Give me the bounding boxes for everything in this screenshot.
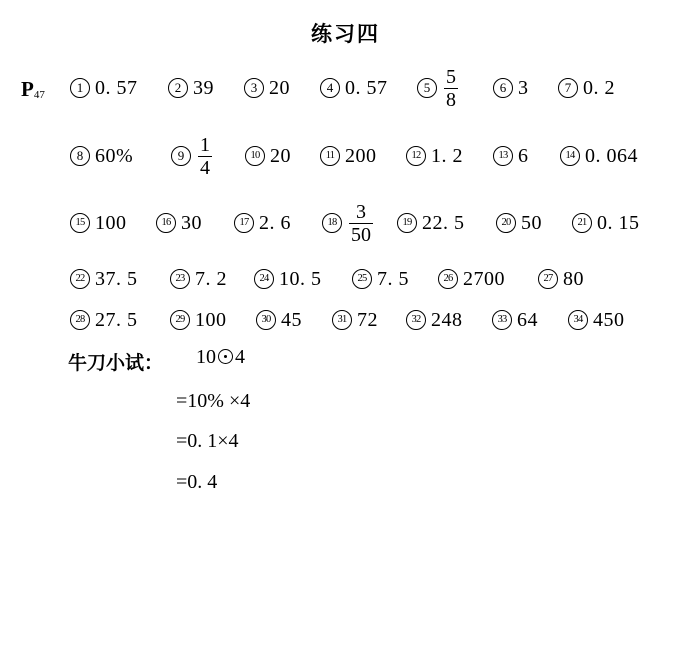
- answer-item: [332, 300, 378, 340]
- answer-value: 20: [270, 144, 291, 167]
- answer-item: [493, 68, 529, 108]
- circled-number: 20: [496, 213, 516, 233]
- fraction-answer: [198, 134, 212, 179]
- answer-item: [538, 259, 584, 299]
- answer-value: 2700: [463, 267, 505, 290]
- answer-item: [558, 68, 615, 108]
- answer-item: [245, 136, 291, 176]
- page-letter: P: [21, 77, 34, 101]
- trial-step-1: =10% ×4: [176, 390, 251, 412]
- answer-item: [234, 203, 291, 243]
- circled-number: 9: [171, 146, 191, 166]
- answer-value: 100: [195, 308, 227, 331]
- answer-item: [406, 300, 463, 340]
- answer-item: [70, 68, 138, 108]
- answer-value: 0. 57: [95, 76, 138, 99]
- fraction-denominator: 4: [200, 156, 210, 179]
- answer-value: 6: [518, 144, 529, 167]
- circled-number: 8: [70, 146, 90, 166]
- circled-number: 16: [156, 213, 176, 233]
- trial-step-3: =0. 4: [176, 471, 218, 493]
- answer-item: [256, 300, 302, 340]
- answer-value: 37. 5: [95, 267, 138, 290]
- answer-value: 3: [518, 76, 529, 99]
- answer-item: [70, 300, 138, 340]
- answer-item: [320, 68, 388, 108]
- circled-number: 14: [560, 146, 580, 166]
- answer-item: [406, 136, 463, 176]
- trial-expr-left: 10: [196, 346, 216, 368]
- answer-item: [492, 300, 538, 340]
- trial-expr-right: 4: [235, 346, 245, 368]
- circled-number: 4: [320, 78, 340, 98]
- answer-item: [70, 136, 133, 176]
- answer-value: 22. 5: [422, 211, 465, 234]
- answer-value: 80: [563, 267, 584, 290]
- answer-row: [0, 300, 691, 340]
- answer-item: [560, 136, 638, 176]
- circled-number: 34: [568, 310, 588, 330]
- answer-value: 64: [517, 308, 538, 331]
- circled-number: 5: [417, 78, 437, 98]
- answer-item: [493, 136, 529, 176]
- answer-value: 450: [593, 308, 625, 331]
- circled-number: 32: [406, 310, 426, 330]
- answer-value: 248: [431, 308, 463, 331]
- answer-item: [170, 259, 227, 299]
- answer-value: 0. 57: [345, 76, 388, 99]
- trial-expression: [196, 346, 245, 369]
- fraction-numerator: 3: [356, 200, 366, 223]
- answer-value: 100: [95, 211, 127, 234]
- answer-row: [0, 200, 691, 246]
- answer-value: 39: [193, 76, 214, 99]
- circled-number: 29: [170, 310, 190, 330]
- answer-item: [496, 203, 542, 243]
- circled-number: 21: [572, 213, 592, 233]
- circled-number: 12: [406, 146, 426, 166]
- trial-step-2: =0. 1×4: [176, 430, 239, 452]
- circled-number: 31: [332, 310, 352, 330]
- answer-item: [244, 68, 290, 108]
- circled-dot-operator-icon: [218, 349, 233, 364]
- answer-item: [70, 203, 127, 243]
- page-number: 47: [33, 89, 45, 101]
- circled-number: 17: [234, 213, 254, 233]
- answer-row: [0, 65, 691, 111]
- trial-section-label: 牛刀小试：: [68, 352, 164, 374]
- circled-number: 24: [254, 269, 274, 289]
- answer-item: [417, 65, 458, 111]
- circled-number: 25: [352, 269, 372, 289]
- answer-item: [156, 203, 202, 243]
- answer-item: [171, 133, 212, 179]
- answer-value: 20: [269, 76, 290, 99]
- answer-value: 27. 5: [95, 308, 138, 331]
- answer-value: 7. 2: [195, 267, 227, 290]
- circled-number: 6: [493, 78, 513, 98]
- circled-number: 22: [70, 269, 90, 289]
- circled-number: 28: [70, 310, 90, 330]
- answer-item: [322, 200, 373, 246]
- answer-item: [320, 136, 377, 176]
- circled-number: 3: [244, 78, 264, 98]
- answer-row: [0, 259, 691, 299]
- answer-value: 10. 5: [279, 267, 322, 290]
- circled-number: 19: [397, 213, 417, 233]
- answer-item: [254, 259, 322, 299]
- answer-item: [352, 259, 409, 299]
- answer-row: [0, 133, 691, 179]
- circled-number: 15: [70, 213, 90, 233]
- answer-value: 0. 2: [583, 76, 615, 99]
- answer-item: [170, 300, 227, 340]
- circled-number: 10: [245, 146, 265, 166]
- fraction-answer: [444, 66, 458, 111]
- circled-number: 11: [320, 146, 340, 166]
- answer-item: [572, 203, 640, 243]
- answer-value: 50: [521, 211, 542, 234]
- answer-item: [70, 259, 138, 299]
- answer-item: [168, 68, 214, 108]
- fraction-numerator: 5: [446, 65, 456, 88]
- circled-number: 26: [438, 269, 458, 289]
- circled-number: 33: [492, 310, 512, 330]
- fraction-numerator: 1: [200, 133, 210, 156]
- fraction-denominator: 8: [446, 88, 456, 111]
- answer-value: 60%: [95, 144, 134, 167]
- answer-value: 30: [181, 211, 202, 234]
- circled-number: 30: [256, 310, 276, 330]
- answer-item: [568, 300, 625, 340]
- answer-value: 45: [281, 308, 302, 331]
- answer-value: 0. 15: [597, 211, 640, 234]
- answer-value: 0. 064: [585, 144, 638, 167]
- circled-number: 2: [168, 78, 188, 98]
- answer-value: 200: [345, 144, 377, 167]
- page-title: 练习四: [311, 22, 380, 46]
- circled-number: 27: [538, 269, 558, 289]
- circled-number: 1: [70, 78, 90, 98]
- answer-value: 2. 6: [259, 211, 291, 234]
- circled-number: 23: [170, 269, 190, 289]
- answer-value: 7. 5: [377, 267, 409, 290]
- circled-number: 7: [558, 78, 578, 98]
- fraction-answer: [349, 201, 373, 246]
- circled-number: 18: [322, 213, 342, 233]
- circled-number: 13: [493, 146, 513, 166]
- answer-item: [438, 259, 505, 299]
- answer-item: [397, 203, 465, 243]
- answer-value: 1. 2: [431, 144, 463, 167]
- fraction-denominator: 50: [351, 223, 371, 246]
- answer-value: 72: [357, 308, 378, 331]
